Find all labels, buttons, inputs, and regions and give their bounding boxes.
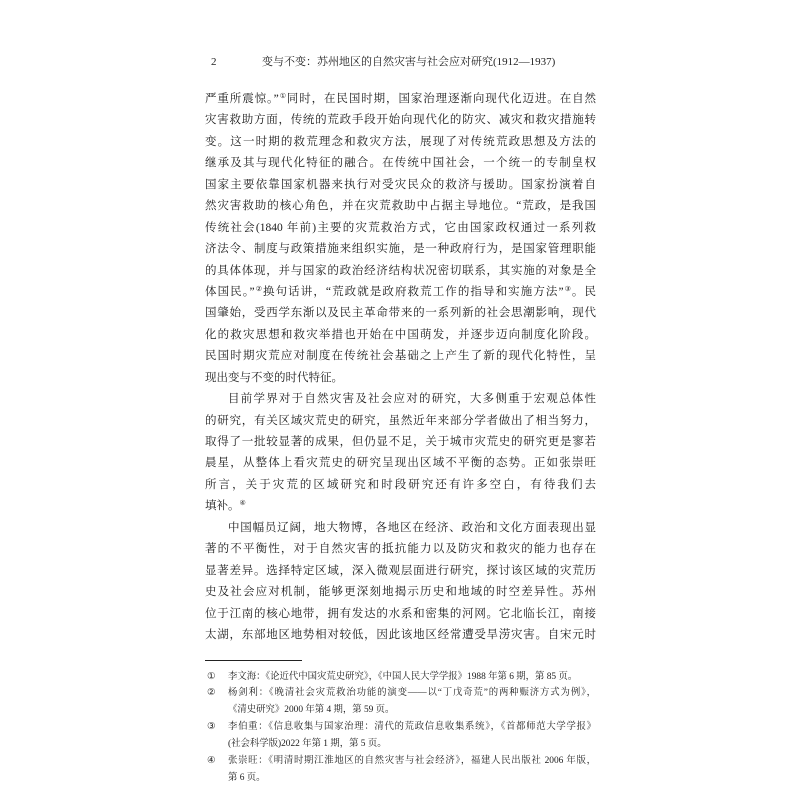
body-line: 传统社会(1840 年前)主要的灾荒救治方式，它由国家政权通过一系列救: [205, 221, 596, 234]
body-line: 的研究，有关区域灾荒史的研究，虽然近年来部分学者做出了相当努力，: [205, 414, 596, 427]
body-line: 显著差异。选择特定区域，深入微观层面进行研究，探讨该区域的灾荒历: [205, 564, 596, 577]
footnote-mark: ④: [207, 755, 216, 766]
body-line: 国肇始，受西学东渐以及民主革命带来的一系列新的社会思潮影响，现代: [205, 307, 596, 320]
footnotes: [205, 669, 596, 787]
footnote-mark: ②: [207, 688, 216, 699]
body-line: 晨星，从整体上看灾荒史的研究呈现出区域不平衡的态势。正如张崇旺: [205, 457, 596, 470]
text-segment: 体国民。”: [205, 285, 255, 298]
body-line: 著的不平衡性，对于自然灾害的抵抗能力以及防灾和救灾的能力也存在: [205, 543, 596, 556]
footnote-separator: [205, 660, 302, 661]
body-line: 然灾害救助的核心角色，并在灾荒救助中占据主导地位。“荒政，是我国: [205, 200, 596, 213]
footnote-line: (社会科学版)2022 年第 1 期，第 5 页。: [228, 739, 387, 750]
text-segment: 严重所震惊。”: [205, 93, 279, 105]
footnote-item: [205, 685, 596, 719]
text-segment: 填补。: [205, 500, 240, 513]
body-line: 史及社会应对机制，能够更深刻地揭示历史和地域的时空差异性。苏州: [205, 586, 596, 599]
body-line: [205, 496, 596, 517]
main-text: [205, 89, 596, 646]
text-segment: 换句话讲，“荒政就是政府救荒工作的指导和实施方法”: [263, 285, 564, 298]
footnote-text: [228, 685, 596, 719]
body-line: [205, 89, 596, 110]
footnote-item: [205, 719, 596, 753]
footnote-ref: ③: [563, 285, 572, 293]
footnote-line: 李文海：《论近代中国灾荒史研究》，《中国人民大学学报》1988 年第 6 期，第 85 页。: [228, 671, 578, 682]
footnote-ref: ①: [278, 92, 287, 100]
footnote-ref: ④: [239, 500, 246, 508]
text-segment: 同时，在民国时期，国家治理逐渐向现代化迈进。在自然: [286, 93, 597, 105]
body-line: 继承及其与现代化特征的融合。在传统中国社会，一个统一的专制皇权: [205, 157, 596, 170]
footnote-text: [228, 753, 596, 787]
running-header: [0, 54, 800, 70]
body-line: 的具体体现，并与国家的政治经济结构状况密切联系，其实施的对象是全: [205, 264, 596, 277]
footnote-text: [228, 719, 596, 753]
body-line: 太湖，东部地区地势相对较低，因此该地区经常遭受旱涝灾害。自宋元时: [205, 628, 596, 641]
paragraph: [205, 389, 596, 518]
footnote-line: 张崇旺：《明清时期江淮地区的自然灾害与社会经济》，福建人民出版社 2006 年版，: [228, 755, 596, 766]
body-line: 变。这一时期的救荒理念和救灾方法，展现了对传统荒政思想及方法的: [205, 135, 596, 148]
paragraph: [205, 89, 596, 389]
footnote-line: 杨剑利：《晚清社会灾荒救治功能的演变——以“丁戊奇荒”的两种赈济方式为例》，: [228, 688, 596, 699]
text-segment: 。民: [571, 285, 596, 298]
body-line: 中国幅员辽阔，地大物博，各地区在经济、政治和文化方面表现出显: [228, 521, 596, 534]
body-line: 位于江南的核心地带，拥有发达的水系和密集的河网。它北临长江，南接: [205, 607, 596, 620]
footnote-item: [205, 669, 596, 686]
body-line: 取得了一批较显著的成果，但仍显不足，关于城市灾荒史的研究更是寥若: [205, 436, 596, 448]
body-line: 化的救灾思想和救灾举措也开始在中国萌发，并逐步迈向制度化阶段。: [205, 328, 596, 341]
body-line: 现出变与不变的时代特征。: [205, 371, 343, 384]
footnote-line: 第 6 页。: [228, 772, 266, 783]
footnote-text: [228, 669, 596, 686]
body-line: 灾害救助方面，传统的荒政手段开始向现代化的防灾、减灾和救灾措施转: [205, 114, 596, 127]
body-line: [205, 282, 596, 303]
footnote-ref: ②: [254, 285, 264, 293]
page-number: 2: [211, 56, 217, 68]
footnote-item: [205, 753, 596, 787]
body-line: 所言，关于灾荒的区域研究和时段研究还有许多空白，有待我们去: [205, 478, 596, 491]
body-line: 民国时期灾荒应对制度在传统社会基础之上产生了新的现代化特性，呈: [205, 350, 596, 363]
body-line: 目前学界对于自然灾害及社会应对的研究，大多侧重于宏观总体性: [228, 393, 596, 406]
footnote-line: 《清史研究》2000 年第 4 期，第 59 页。: [228, 705, 395, 716]
footnote-mark: ①: [207, 671, 216, 682]
footnote-mark: ③: [207, 722, 216, 733]
body-line: 济法令、制度与政策措施来组织实施，是一种政府行为，是国家管理职能: [205, 243, 596, 256]
paragraph: [205, 518, 596, 647]
body-line: 国家主要依靠国家机器来执行对受灾民众的救济与援助。国家扮演着自: [205, 178, 596, 191]
footnote-line: 李伯重：《信息收集与国家治理：清代的荒政信息收集系统》，《首都师范大学学报》: [228, 722, 596, 733]
running-title: 变与不变：苏州地区的自然灾害与社会应对研究(1912—1937): [262, 56, 556, 68]
